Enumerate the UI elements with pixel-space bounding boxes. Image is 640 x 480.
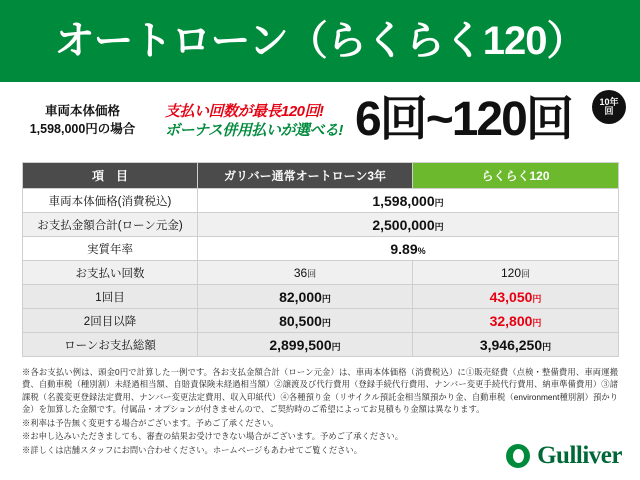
- catchcopy: [165, 100, 355, 141]
- footnote-line: ※お申し込みいただきましても、審査の結果お受けできない場合がございます。予めご了承ください。: [22, 431, 403, 442]
- row-label: お支払い回数: [23, 261, 198, 285]
- footnote-line: ※利率は予告無く変更する場合がございます。予めご了承ください。: [22, 417, 279, 428]
- footnote-line: ※詳しくは店舗スタッフにお問い合わせください。ホームページもあわせてご覧ください。: [22, 444, 363, 455]
- brand-logo: [506, 442, 622, 470]
- table-row: [23, 189, 619, 213]
- badge-line2: 回: [604, 106, 614, 116]
- col-header-item: 項 目: [23, 163, 198, 189]
- row-label: お支払金額合計(ローン元金): [23, 213, 198, 237]
- row-value: 80,500円: [198, 309, 413, 333]
- catchcopy-line2: ボーナス併用払いが選べる!: [165, 122, 343, 139]
- row-value-merged: 2,500,000円: [198, 213, 619, 237]
- ten-year-badge: [592, 90, 626, 124]
- row-label: 実質年率: [23, 237, 198, 261]
- row-label: 車両本体価格(消費税込): [23, 189, 198, 213]
- badge-line1: 10年: [599, 96, 619, 107]
- col-header-rakuraku: らくらく120: [413, 163, 619, 189]
- table-row: [23, 237, 619, 261]
- vehicle-price-label: 車両本体価格: [44, 103, 120, 118]
- table-header-row: [23, 163, 619, 189]
- table-body: [23, 189, 619, 357]
- row-value-merged: 1,598,000円: [198, 189, 619, 213]
- comparison-table-wrapper: [22, 162, 618, 357]
- row-value: 120回: [413, 261, 619, 285]
- row-value: 43,050円: [413, 285, 619, 309]
- row-value: 32,800円: [413, 309, 619, 333]
- comparison-table: [22, 162, 619, 357]
- vehicle-price-value: 1,598,000円の場合: [29, 122, 136, 136]
- brand-name: Gulliver: [537, 442, 622, 469]
- vehicle-price-note: [0, 102, 165, 138]
- row-value: 82,000円: [198, 285, 413, 309]
- row-label: ローンお支払総額: [23, 333, 198, 357]
- row-label: 1回目: [23, 285, 198, 309]
- table-row: [23, 333, 619, 357]
- installment-range: [355, 82, 640, 158]
- page-title: オートローン（らくらく120）: [54, 19, 586, 63]
- col-header-standard: ガリバー通常オートローン3年: [198, 163, 413, 189]
- row-value: 36回: [198, 261, 413, 285]
- row-value: 2,899,500円: [198, 333, 413, 357]
- hero-strip: [0, 82, 640, 158]
- table-head: [23, 163, 619, 189]
- installment-range-value: 6回~120回: [355, 93, 572, 146]
- gulliver-mark-icon: [506, 444, 530, 468]
- row-value: 3,946,250円: [413, 333, 619, 357]
- table-row: [23, 213, 619, 237]
- catchcopy-line1: 支払い回数が最長120回!: [165, 102, 324, 120]
- header-banner: [0, 0, 640, 82]
- table-row: [23, 261, 619, 285]
- footnote-line: ※各お支払い例は、頭金0円で計算した一例です。各お支払金額合計（ローン元金）は、車両本体価格（消費税込）に①販売経費（点検・整備費用、車両運搬費、自動車税（種別割）未経過相当額、自賠責保険未経過相当額）②譲渡及び代行費用（登録手続代行費用、ナンバー変更手続代行費用、納車準備費用）③諸課税（名義変更登録法定費用、ナンバー変更法定費用、収入印紙代）④各種預り金（リサイクル預託金相当額預かり金、自動車税（environment種別割）預かり金）を加算した金額です。付属品・オプションが付きませんので、ご契約時のご希望によってお見積もり金額は異なります。: [22, 367, 618, 415]
- table-row: [23, 309, 619, 333]
- table-row: [23, 285, 619, 309]
- row-value-merged: 9.89%: [198, 237, 619, 261]
- row-label: 2回目以降: [23, 309, 198, 333]
